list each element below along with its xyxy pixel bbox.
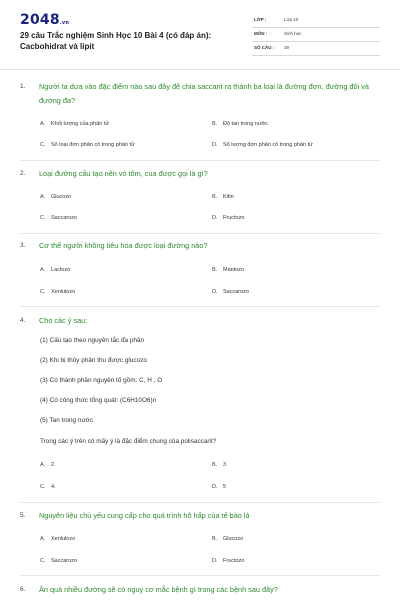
option-letter: B. (212, 121, 218, 127)
meta-count-key: SỐ CÂU : (254, 45, 275, 50)
question-text: Nguyên liệu chủ yếu cung cấp cho quá trình hô hấp của tế bào là (39, 511, 250, 520)
option-text: Saccarozo (51, 558, 77, 564)
option-letter: A. (40, 267, 46, 273)
option-a[interactable] (40, 121, 109, 127)
option-letter: B. (212, 462, 218, 468)
meta-class-value: Lớp 10 (284, 17, 299, 22)
option-letter: D. (212, 215, 218, 221)
meta-class (252, 14, 380, 28)
option-text: Số lượng đơn phân có trong phân tử (223, 142, 313, 148)
statement-5: (5) Tan trong nước (40, 417, 94, 424)
document-header (0, 0, 400, 68)
option-letter: B. (212, 194, 218, 200)
option-letter: A. (40, 536, 46, 542)
option-d[interactable] (212, 484, 226, 490)
question-text: Cho các ý sau: (39, 316, 88, 325)
question-divider (20, 160, 380, 161)
header-divider (0, 69, 400, 70)
option-a[interactable] (40, 462, 56, 468)
document-title: 29 câu Trắc nghiệm Sinh Học 10 Bài 4 (có đáp án): Cacbohidrat và lipit (20, 31, 212, 51)
option-text: Khối lượng của phân tử (51, 121, 110, 127)
option-c[interactable] (40, 484, 56, 490)
statement-3: (3) Có thành phần nguyên tố gồm: C, H , O (40, 377, 163, 384)
option-a[interactable] (40, 267, 70, 273)
option-d[interactable] (212, 558, 244, 564)
option-letter: B. (212, 267, 218, 273)
option-letter: A. (40, 121, 46, 127)
question-divider (20, 306, 380, 307)
option-text: Số loại đơn phân có trong phân tử (51, 142, 135, 148)
option-b[interactable] (212, 462, 226, 468)
option-text: 3 (223, 462, 227, 468)
option-letter: D. (212, 142, 218, 148)
statement-4: (4) Có công thức tổng quát: (C6H10O6)n (40, 397, 157, 404)
question-number: 4. (20, 317, 26, 324)
meta-subject-key: MÔN : (254, 31, 268, 36)
statement-2: (2) Khi bị thủy phân thu được glucozo (40, 357, 147, 364)
option-b[interactable] (212, 267, 244, 273)
option-letter: B. (212, 536, 218, 542)
option-d[interactable] (212, 142, 313, 148)
meta-subject-value: Sinh học (284, 31, 302, 36)
question-divider (20, 233, 380, 234)
question-text: Cơ thể người không tiêu hóa được loại đường nào? (39, 241, 208, 250)
option-c[interactable] (40, 289, 75, 295)
option-b[interactable] (212, 121, 268, 127)
option-text: Mantozo (223, 267, 245, 273)
question-number: 6. (20, 586, 26, 593)
option-text: Kitin (223, 194, 234, 200)
option-text: Saccarozo (223, 289, 249, 295)
option-text: 5 (223, 484, 227, 490)
option-a[interactable] (40, 194, 71, 200)
option-text: Xenlulozo (51, 289, 76, 295)
option-d[interactable] (212, 289, 249, 295)
question-number: 3. (20, 242, 26, 249)
option-letter: C. (40, 289, 46, 295)
question-text: Loại đường cấu tạo nên vỏ tôm, cua được gọi là gì? (39, 169, 208, 178)
question-text: Người ta dựa vào đặc điểm nào sau đây để chia saccarit ra thành ba loại là đường đơn, đường đôi và đường đa? (39, 82, 369, 105)
option-c[interactable] (40, 558, 77, 564)
question-number: 1. (20, 83, 26, 90)
logo-main: 2048 (20, 12, 60, 28)
option-letter: A. (40, 462, 46, 468)
statement-1: (1) Cấu tạo theo nguyên tắc đa phân (40, 337, 145, 344)
option-c[interactable] (40, 142, 135, 148)
option-text: Fructozo (223, 558, 245, 564)
option-text: 4. (51, 484, 56, 490)
option-letter: C. (40, 558, 46, 564)
option-letter: C. (40, 484, 46, 490)
option-letter: A. (40, 194, 46, 200)
statement-prompt: Trong các ý trên có mấy ý là đặc điểm chung của polisaccarit? (40, 438, 217, 445)
option-text: Lactozo (51, 267, 71, 273)
option-letter: D. (212, 558, 218, 564)
option-d[interactable] (212, 215, 244, 221)
option-b[interactable] (212, 536, 243, 542)
site-logo[interactable] (20, 12, 69, 28)
option-text: Xenlulozo (51, 536, 76, 542)
question-divider (20, 575, 380, 576)
option-text: Fructozo (223, 215, 245, 221)
option-letter: D. (212, 289, 218, 295)
logo-suffix: .vn (59, 20, 70, 26)
option-letter: C. (40, 142, 46, 148)
option-text: Glucozo (223, 536, 244, 542)
option-b[interactable] (212, 194, 234, 200)
question-number: 2. (20, 170, 26, 177)
meta-count (252, 42, 380, 56)
meta-subject (252, 28, 380, 42)
meta-class-key: LỚP : (254, 17, 267, 22)
option-text: Độ tan trong nước (223, 121, 268, 127)
option-text: Saccarozo (51, 215, 77, 221)
option-c[interactable] (40, 215, 77, 221)
option-letter: D. (212, 484, 218, 490)
option-a[interactable] (40, 536, 75, 542)
question-divider (20, 502, 380, 503)
meta-count-value: 29 (284, 45, 290, 50)
question-number: 5. (20, 512, 26, 519)
option-letter: C. (40, 215, 46, 221)
option-text: Glucozo (51, 194, 72, 200)
option-text: 2. (51, 462, 56, 468)
question-text: Ăn quá nhiều đường sẽ có nguy cơ mắc bệnh gì trong các bệnh sau đây? (39, 585, 278, 594)
